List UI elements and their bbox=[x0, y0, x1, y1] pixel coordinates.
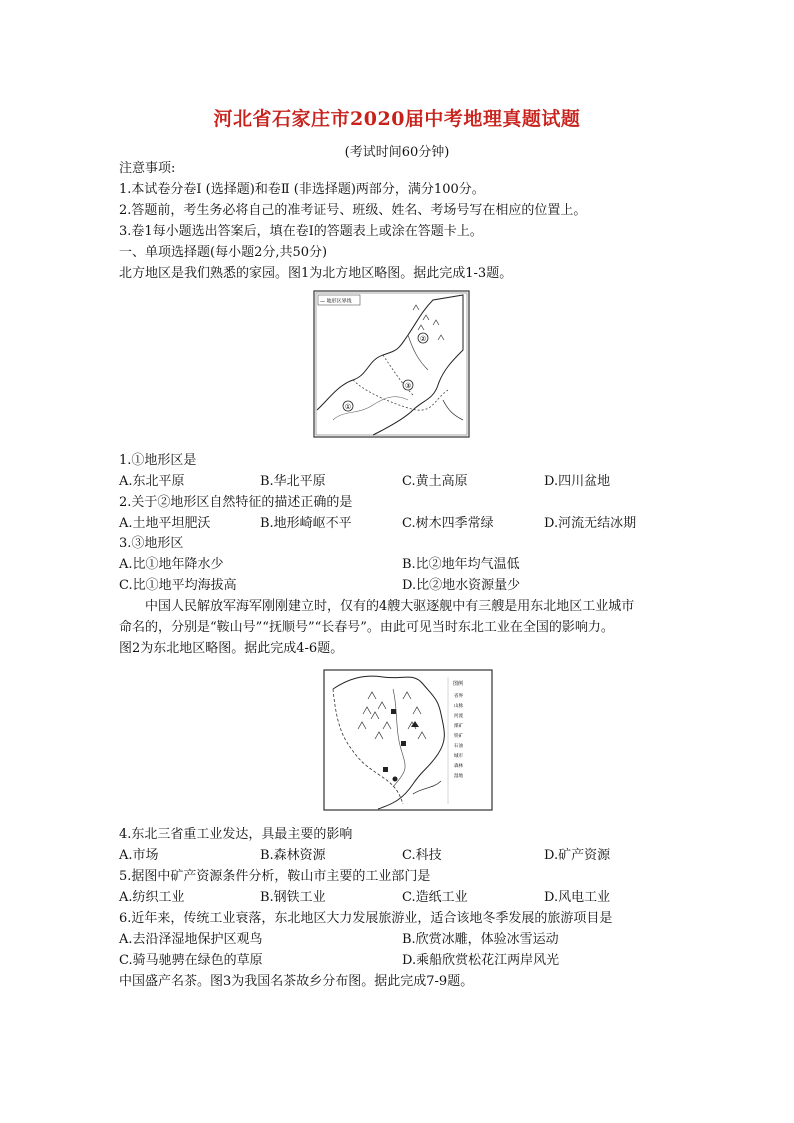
answer-option: D.矿产资源 bbox=[544, 848, 611, 863]
map-label-2: ② bbox=[419, 335, 427, 343]
question-stem: 6.近年来，传统工业衰落，东北地区大力发展旅游业，适合该地冬季发展的旅游项目是 bbox=[119, 911, 613, 926]
question-stem: 5.据图中矿产资源条件分析，鞍山市主要的工业部门是 bbox=[119, 869, 431, 884]
answer-option: A.市场 bbox=[119, 848, 159, 863]
note-item: 1.本试卷分卷Ⅰ (选择题)和卷Ⅱ (非选择题)两部分，满分100分。 bbox=[119, 182, 485, 197]
question-stem: 1.①地形区是 bbox=[119, 453, 197, 468]
intro-text: 北方地区是我们熟悉的家园。图1为北方地区略图。据此完成1-3题。 bbox=[119, 266, 513, 281]
question-stem: 4.东北三省重工业发达，具最主要的影响 bbox=[119, 827, 353, 842]
answer-option: C.造纸工业 bbox=[402, 890, 468, 905]
map-label-1: ① bbox=[344, 403, 352, 411]
answer-option: C.黄土高原 bbox=[402, 474, 468, 489]
map-legend-item: 省界 bbox=[454, 694, 463, 699]
notes-heading: 注意事项: bbox=[119, 161, 176, 176]
map-legend-item: 城市 bbox=[454, 754, 463, 759]
answer-option: D.四川盆地 bbox=[544, 474, 611, 489]
answer-option: C.比①地平均海拔高 bbox=[119, 578, 237, 593]
section-heading: 一、单项选择题(每小题2分,共50分) bbox=[119, 245, 328, 260]
page-title: 河北省石家庄市2020届中考地理真题试题 bbox=[213, 108, 581, 130]
answer-option: B.森林资源 bbox=[260, 848, 326, 863]
exam-duration: (考试时间60分钟) bbox=[344, 145, 450, 160]
map-legend-item: 铁矿 bbox=[454, 734, 463, 739]
north-china-map bbox=[313, 290, 470, 438]
map-legend-item: 河流 bbox=[454, 714, 463, 719]
map-legend-title: 图例 bbox=[453, 681, 464, 687]
intro-text: 命名的，分别是“鞍山号”“抚顺号”“长春号”。由此可见当时东北工业在全国的影响力。 bbox=[119, 620, 614, 635]
question-stem: 2.关于②地形区自然特征的描述正确的是 bbox=[119, 495, 353, 510]
answer-option: D.乘船欣赏松花江两岸风光 bbox=[402, 953, 560, 968]
map-legend-item: 山脉 bbox=[454, 704, 463, 709]
intro-text: 中国人民解放军海军刚刚建立时，仅有的4艘大驱逐舰中有三艘是用东北地区工业城市 bbox=[145, 599, 635, 614]
answer-option: C.树木四季常绿 bbox=[402, 516, 494, 531]
map-label-3: ③ bbox=[404, 382, 412, 390]
answer-option: A.东北平原 bbox=[119, 474, 185, 489]
answer-option: B.钢铁工业 bbox=[260, 890, 326, 905]
map-legend-item: 森林 bbox=[454, 764, 463, 769]
note-item: 2.答题前，考生务必将自己的准考证号、班级、姓名、考场号写在相应的位置上。 bbox=[119, 203, 587, 218]
answer-option: A.土地平坦肥沃 bbox=[119, 516, 211, 531]
answer-option: C.骑马驰骋在绿色的草原 bbox=[119, 953, 263, 968]
note-item: 3.卷1每小题选出答案后，填在卷Ⅰ的答题表上或涂在答题卡上。 bbox=[119, 224, 483, 239]
question-stem: 3.③地形区 bbox=[119, 536, 184, 551]
answer-option: D.河流无结冰期 bbox=[544, 516, 637, 531]
map-legend-item: 石油 bbox=[454, 744, 463, 749]
answer-option: A.比①地年降水少 bbox=[119, 557, 224, 572]
answer-option: B.比②地年均气温低 bbox=[402, 557, 520, 572]
map-legend-item: 湿地 bbox=[454, 774, 463, 779]
answer-option: C.科技 bbox=[402, 848, 442, 863]
answer-option: D.风电工业 bbox=[544, 890, 611, 905]
map-legend: — 地形区界线 bbox=[320, 298, 352, 305]
answer-option: A.纺织工业 bbox=[119, 890, 185, 905]
answer-option: B.地形崎岖不平 bbox=[260, 516, 352, 531]
intro-text: 中国盛产名茶。图3为我国名茶故乡分布图。据此完成7-9题。 bbox=[119, 974, 474, 989]
answer-option: A.去沿泽湿地保护区观鸟 bbox=[119, 932, 263, 947]
answer-option: D.比②地水资源量少 bbox=[402, 578, 521, 593]
map-legend-item: 煤矿 bbox=[454, 724, 463, 729]
answer-option: B.华北平原 bbox=[260, 474, 326, 489]
answer-option: B.欣赏冰雕，体验冰雪运动 bbox=[402, 932, 559, 947]
northeast-china-map bbox=[323, 669, 493, 811]
intro-text: 图2为东北地区略图。据此完成4-6题。 bbox=[119, 641, 344, 656]
